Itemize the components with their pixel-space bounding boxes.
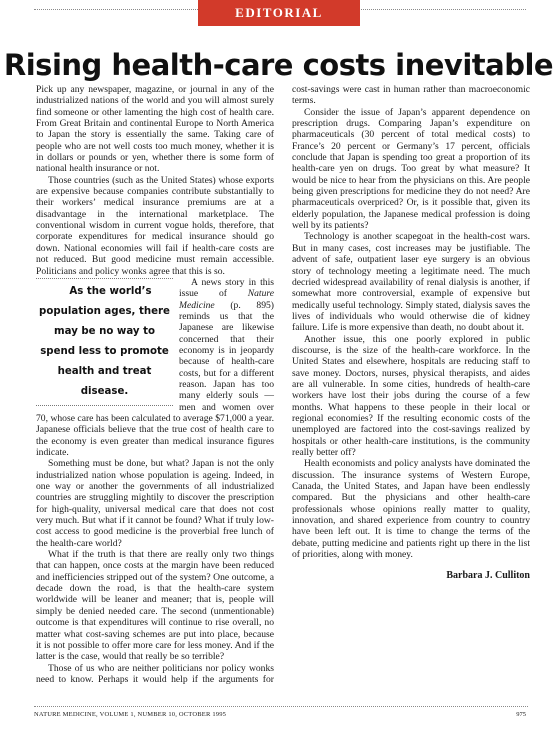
paragraph-5: What if the truth is that there are really only two things that can happen, once costs at the margin have been reduced and inefficiencies stripped out of the system? One outcome, a decade down the road, is that the health-care system worldwide will be leaner and meaner; that is, people will simply be denied needed care. The second (unmentionable) outcome is that expenditures will continue to rise overall, no matter what cost-saving schemes are put into place, because it is not possible to offer more care for less money. And if the latter is the case, would that really be so terrible? <box>36 549 274 663</box>
paragraph-3-lead: A news story in this issue of <box>179 276 274 300</box>
paragraph-8: Technology is another scapegoat in the health-cost wars. But in many cases, cost increases may be justifiable. The advent of safe, outpatient laser eye surgery is an obvious story of technology meeting a legitimate need. The much decried widespread availability of renal dialysis is another, if somewhat more controversial, example of expensive but medically useful technology. Simply stated, dialysis saves the lives of individuals who would otherwise die of kidney failure. Life is more expensive than death, no doubt about it. <box>292 231 530 334</box>
author-signature: Barbara J. Culliton <box>446 570 530 582</box>
section-label: EDITORIAL <box>198 0 360 26</box>
bottom-rule <box>34 706 528 707</box>
paragraph-9: Another issue, this one poorly explored in public discourse, is the size of the health-care workforce. In the United States and elsewhere, hospitals are reducing staff to save money. Doctors, nurses, physical therapists, and aides are all vulnerable. In some cities, hundreds of health-care workers have lost their jobs during the course of a few months. What happens to these people in their local or regional economies? If the resulting economic costs of the unemployed are factored into the cost-savings realized by hospitals or other health-care institutions, is the community really better off? <box>292 333 530 458</box>
paragraph-3-rest: (p. 895) reminds us that the Japanese are likewise concerned that their economy is in jeopardy because of health-care costs, but for a different reason. Japan has too many elderly souls — men and women over 70, whose care has been calculated to average $71,000 a year. Japanese officials believe that the true cost of health care to the economy is even greater than medical insurance figures indicate. <box>36 299 274 458</box>
pull-quote: As the world’s population ages, there may be no way to spend less to promote health and treat disease. <box>36 278 173 406</box>
paragraph-3 <box>36 277 274 459</box>
paragraph-2: Those countries (such as the United States) whose exports are expensive because companies contribute substantially to their workers’ medical insurance premiums are at a disadvantage in the international marketplace. The conventional wisdom in current vogue holds, therefore, that corporate expenditures for medical insurance should go down. National economies will fail if health-care costs are not reduced. But good medicine must remain accessible. Politicians and policy wonks agree that this is so. <box>36 174 274 277</box>
paragraph-7: Consider the issue of Japan’s apparent dependence on prescription drugs. Comparing Japan’s expenditure on pharmaceuticals (30 percent of total medical costs) to France’s 20 percent or Germany’s 17 percent, officials conclude that Japan is spending too great a proportion of its health-care yen on drugs. Too great by what measure? It would be nice to hear from the physicians on this. Are people being given prescriptions for medicine they do not need? Are pharmaceuticals overpriced? Or, is it possible that, given its elderly population, the Japanese medical profession is doing well by its patients? <box>292 106 530 232</box>
article-body <box>36 84 530 700</box>
paragraph-4: Something must be done, but what? Japan is not the only industrialized nation whose population is ageing. Indeed, in one way or another the governments of all industrialized countries are struggling mightily to discover the prescription for high-quality, universal medical care that does not cost very much. But what if it cannot be found? What if truly low-cost access to good medicine is the proverbial free lunch of the health-care world? <box>36 458 274 549</box>
article-headline: Rising health-care costs inevitable <box>3 48 554 82</box>
journal-name: Nature Medicine <box>179 288 274 311</box>
page-number: 975 <box>516 711 526 718</box>
paragraph-1: Pick up any newspaper, magazine, or journal in any of the industrialized nations of the world and you will almost surely find someone or other lamenting the high cost of health care. From Great Britain and continental Europe to North America to Japan the story is essentially the same. Taking care of people who are not well costs too much money, whether it is in dollars or pounds or yen, whether there is some form of national health insurance or not. <box>36 84 274 175</box>
journal-citation: NATURE MEDICINE, VOLUME 1, NUMBER 10, OCTOBER 1995 <box>34 711 227 718</box>
paragraph-10: Health economists and policy analysts have dominated the discussion. The insurance systems of Western Europe, Canada, the United States, and Japan have been endlessly compared. But the physicians and other health-care professionals whose opinions really matter to quality, innovation, and shared experience from country to country have been left out. It is time to change the terms of the debate, putting medicine and patients right up there in the list of priorities, along with money. <box>292 458 530 561</box>
paragraph-6: Those of us who are neither politicians nor policy wonks need to know. Perhaps it would help if the arguments for cost-savings were cast in human rather than macroeconomic terms. <box>36 84 530 685</box>
